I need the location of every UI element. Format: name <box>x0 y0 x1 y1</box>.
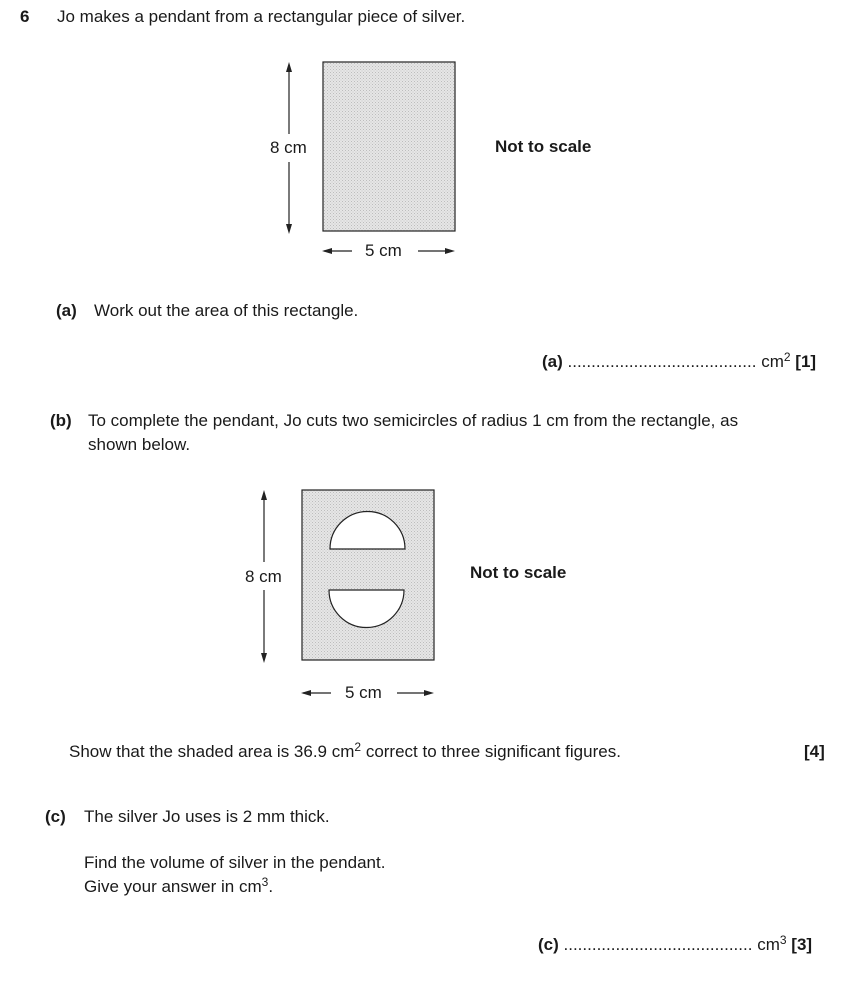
part-c-instruction-2-power: 3 <box>261 875 269 889</box>
figure-1-note: Not to scale <box>495 137 592 156</box>
part-c-instruction-2 <box>84 877 273 897</box>
part-b-label: (b) <box>50 411 72 430</box>
figure-2-note: Not to scale <box>470 563 567 582</box>
part-c-instruction-2-end: . <box>268 877 274 896</box>
part-a-label: (a) <box>56 301 77 320</box>
question-number: 6 <box>20 7 30 26</box>
part-a-marks: [1] <box>795 352 817 371</box>
part-c-instruction-1: Find the volume of silver in the pendant. <box>84 853 386 872</box>
width-arrowhead-left-2 <box>301 690 311 696</box>
part-a-unit-power: 2 <box>783 350 791 364</box>
part-b-text-line2: shown below. <box>88 435 191 454</box>
part-b-text-line1: To complete the pendant, Jo cuts two semicircles of radius 1 cm from the rectangle, as <box>88 411 739 430</box>
part-c-unit: cm <box>757 935 780 954</box>
part-c-instruction-2-text: Give your answer in cm <box>84 877 262 896</box>
part-c-answer-label: (c) <box>538 935 559 954</box>
figure-2-width-label: 5 cm <box>345 683 382 702</box>
part-c-unit-power: 3 <box>779 933 787 947</box>
part-c-text: The silver Jo uses is 2 mm thick. <box>84 807 330 826</box>
part-c-label: (c) <box>45 807 66 826</box>
part-a-answer-label: (a) <box>542 352 563 371</box>
part-b-marks: [4] <box>804 742 825 761</box>
part-b-show-statement <box>69 742 621 762</box>
part-b-show-text-after: correct to three significant figures. <box>361 742 621 761</box>
height-arrowhead-up-2 <box>261 490 267 500</box>
question-intro: Jo makes a pendant from a rectangular piece of silver. <box>57 7 466 26</box>
figure-1-width-label: 5 cm <box>365 241 402 260</box>
part-a-answer-dots: ........................................ <box>567 352 757 371</box>
figure-1-height-label: 8 cm <box>270 138 307 157</box>
figure-2-height-label: 8 cm <box>245 567 282 586</box>
height-arrowhead-down-2 <box>261 653 267 663</box>
part-c-marks: [3] <box>791 935 813 954</box>
part-c-answer-line <box>538 935 812 955</box>
width-arrowhead-right-2 <box>424 690 434 696</box>
part-c-answer-dots: ........................................ <box>563 935 753 954</box>
part-b-show-text-before: Show that the shaded area is 36.9 cm <box>69 742 355 761</box>
part-a-text: Work out the area of this rectangle. <box>94 301 359 320</box>
part-a-unit: cm <box>761 352 784 371</box>
part-b-show-power: 2 <box>354 740 362 754</box>
